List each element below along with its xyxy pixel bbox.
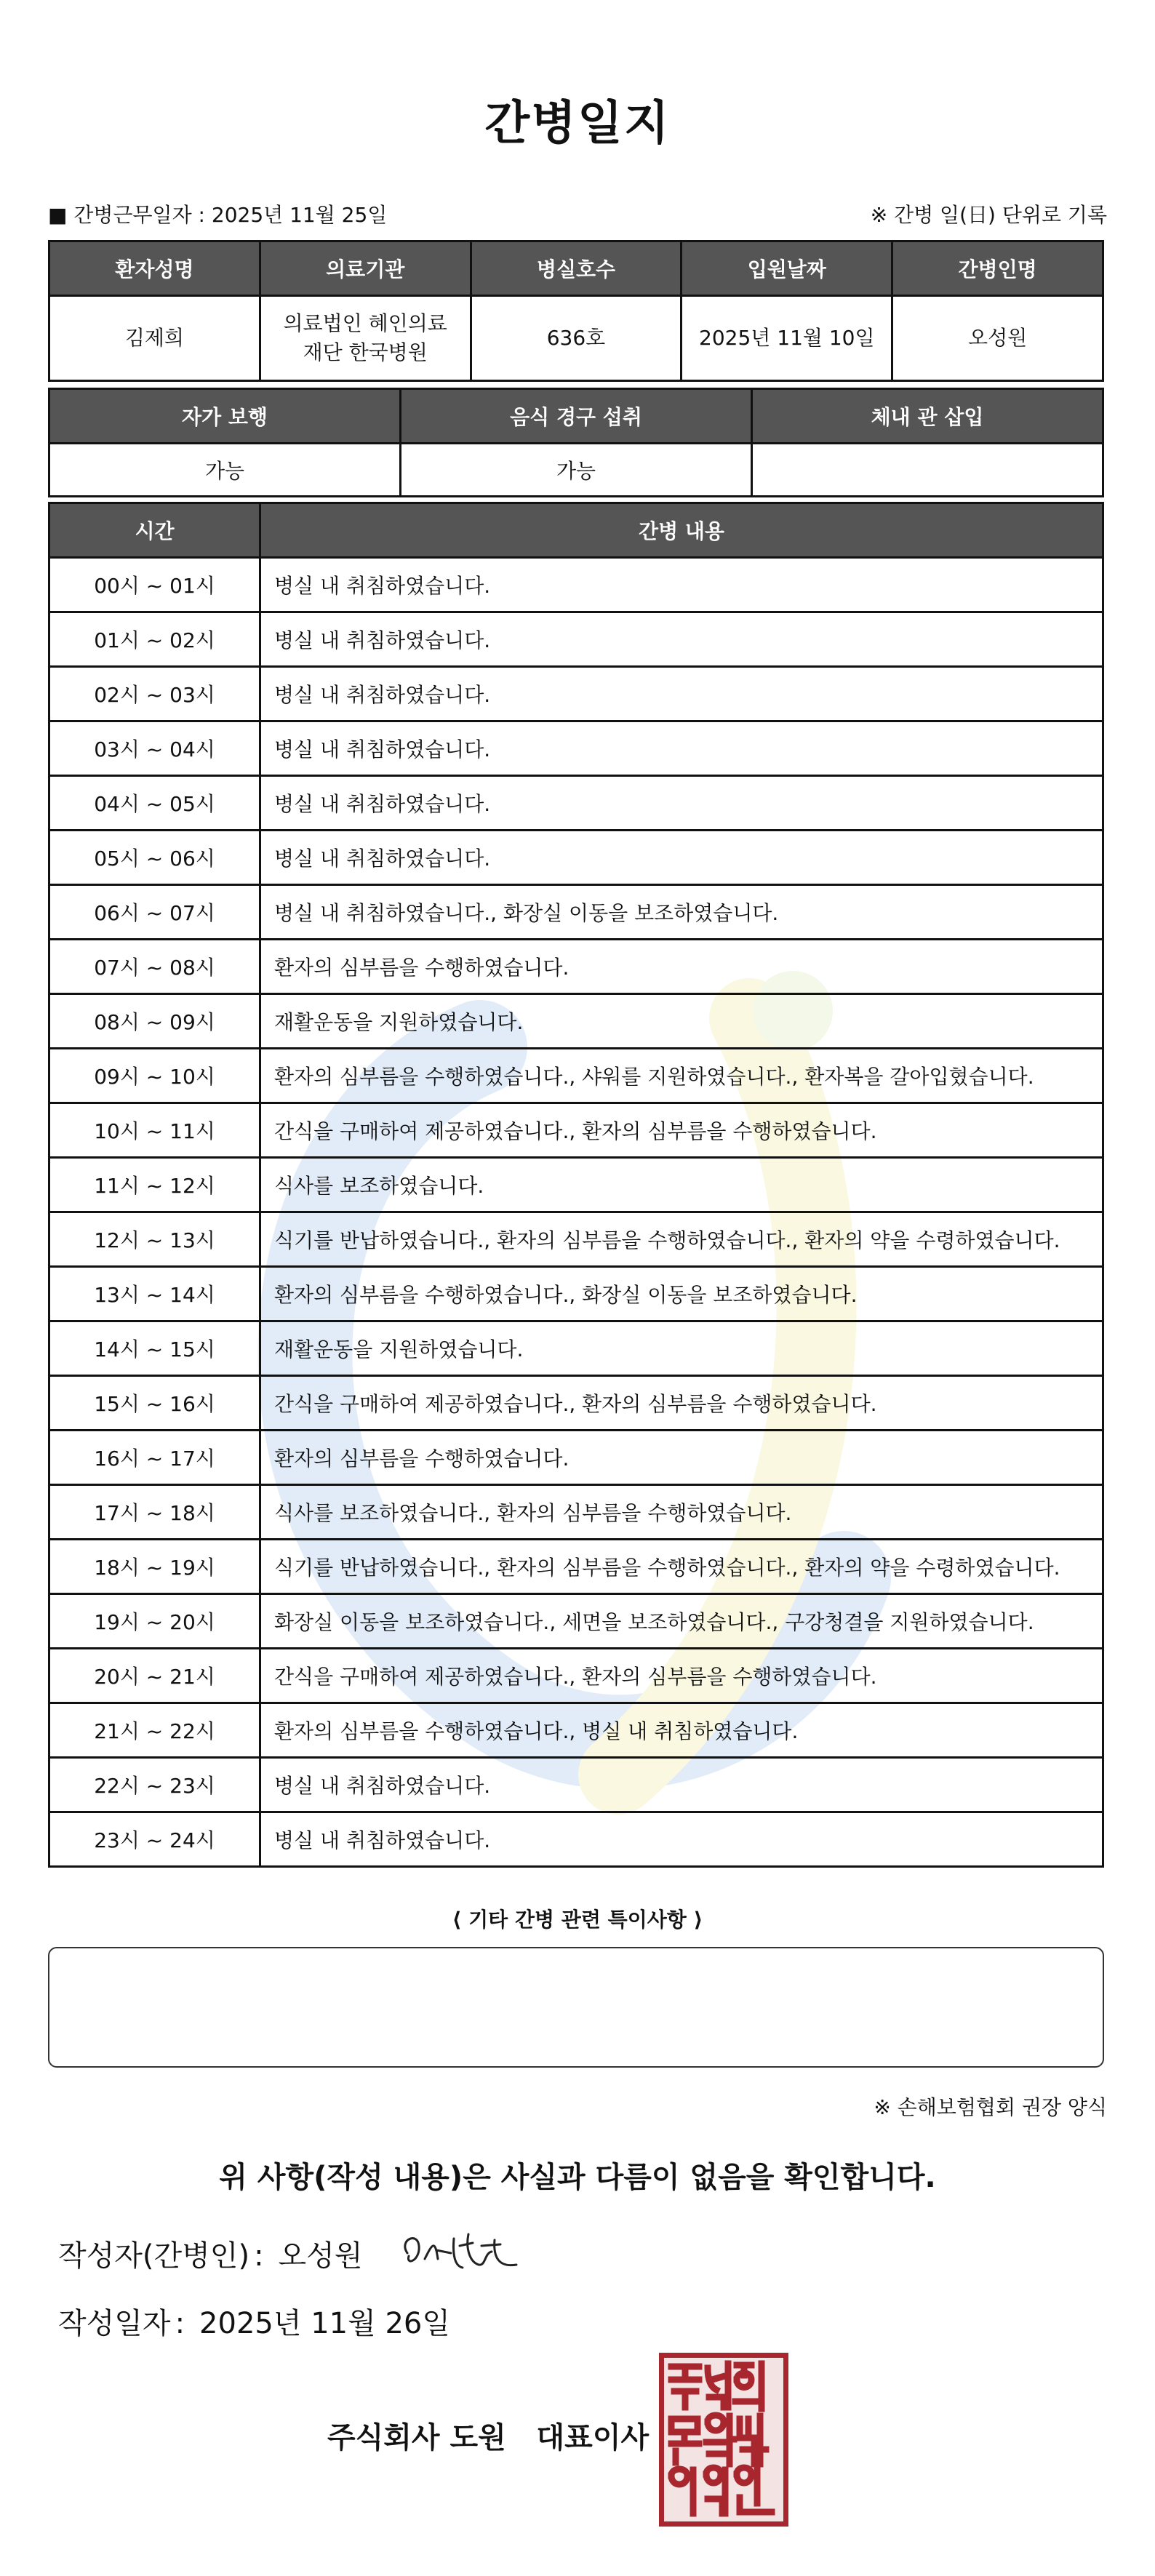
log-content: 환자의 심부름을 수행하였습니다., 화장실 이동을 보조하였습니다. (260, 1267, 1103, 1321)
log-row (49, 831, 1103, 885)
log-row (49, 612, 1103, 667)
writer-colon: : (254, 2239, 264, 2273)
log-content: 식사를 보조하였습니다. (260, 1158, 1103, 1212)
header-tube-insertion: 체내 관 삽입 (752, 389, 1103, 444)
log-content: 간식을 구매하여 제공하였습니다., 환자의 심부름을 수행하였습니다. (260, 1649, 1103, 1703)
log-content: 식사를 보조하였습니다., 환자의 심부름을 수행하였습니다. (260, 1485, 1103, 1540)
writer-name: 오성원 (278, 2239, 363, 2273)
log-time: 16시 ~ 17시 (49, 1431, 260, 1485)
log-time: 06시 ~ 07시 (49, 885, 260, 940)
log-row (49, 667, 1103, 721)
log-content: 환자의 심부름을 수행하였습니다. (260, 1431, 1103, 1485)
written-date-line (58, 2300, 450, 2342)
log-content: 병실 내 취침하였습니다. (260, 831, 1103, 885)
log-row (49, 1649, 1103, 1703)
status-value-row (49, 444, 1103, 497)
log-content: 식기를 반납하였습니다., 환자의 심부름을 수행하였습니다., 환자의 약을 수령하였습니다. (260, 1212, 1103, 1267)
log-row (49, 1540, 1103, 1594)
log-row (49, 1267, 1103, 1321)
admission-date: 2025년 11월 10일 (682, 296, 892, 381)
patient-name: 김제희 (49, 296, 260, 381)
self-walking-value: 가능 (49, 444, 401, 497)
header-oral-intake: 음식 경구 섭취 (401, 389, 752, 444)
log-row (49, 1812, 1103, 1867)
log-content: 병실 내 취침하였습니다. (260, 667, 1103, 721)
log-row (49, 1758, 1103, 1812)
log-row (49, 940, 1103, 994)
log-content: 환자의 심부름을 수행하였습니다. (260, 940, 1103, 994)
log-content: 화장실 이동을 보조하였습니다., 세면을 보조하였습니다., 구강청결을 지원하였습니다. (260, 1594, 1103, 1649)
log-time: 21시 ~ 22시 (49, 1703, 260, 1758)
log-time: 22시 ~ 23시 (49, 1758, 260, 1812)
notes-title: ⟨ 기타 간병 관련 특이사항 ⟩ (452, 1908, 703, 1932)
log-row (49, 558, 1103, 612)
hospital-name: 의료법인 혜인의료재단 한국병원 (260, 296, 471, 381)
log-time: 13시 ~ 14시 (49, 1267, 260, 1321)
writer-line (58, 2233, 362, 2274)
log-time: 23시 ~ 24시 (49, 1812, 260, 1867)
seal-glyphs (664, 2358, 783, 2521)
written-date-colon: : (175, 2307, 185, 2340)
log-time: 14시 ~ 15시 (49, 1321, 260, 1376)
log-content: 간식을 구매하여 제공하였습니다., 환자의 심부름을 수행하였습니다. (260, 1376, 1103, 1431)
log-time: 20시 ~ 21시 (49, 1649, 260, 1703)
patient-value-row (49, 296, 1103, 381)
log-time: 09시 ~ 10시 (49, 1049, 260, 1103)
log-row (49, 721, 1103, 776)
log-row (49, 1594, 1103, 1649)
company-seal (659, 2353, 788, 2527)
log-content: 간식을 구매하여 제공하였습니다., 환자의 심부름을 수행하였습니다. (260, 1103, 1103, 1158)
log-row (49, 776, 1103, 831)
log-time: 11시 ~ 12시 (49, 1158, 260, 1212)
status-header-row (49, 389, 1103, 444)
log-time: 03시 ~ 04시 (49, 721, 260, 776)
header-room: 병실호수 (471, 241, 682, 296)
header-patient-name: 환자성명 (49, 241, 260, 296)
log-content: 병실 내 취침하였습니다. (260, 1758, 1103, 1812)
patient-info-table (48, 240, 1104, 382)
company-signature: 주식회사 도원 대표이사 (327, 2421, 650, 2455)
log-content: 병실 내 취침하였습니다., 화장실 이동을 보조하였습니다. (260, 885, 1103, 940)
log-time: 04시 ~ 05시 (49, 776, 260, 831)
log-time: 17시 ~ 18시 (49, 1485, 260, 1540)
log-content: 병실 내 취침하였습니다. (260, 1812, 1103, 1867)
written-date-value: 2025년 11월 26일 (199, 2307, 450, 2340)
log-header-row (49, 503, 1103, 558)
room-number: 636호 (471, 296, 682, 381)
log-content: 환자의 심부름을 수행하였습니다., 병실 내 취침하였습니다. (260, 1703, 1103, 1758)
log-time: 01시 ~ 02시 (49, 612, 260, 667)
document-title: 간병일지 (484, 97, 671, 151)
work-date (48, 199, 387, 228)
work-date-value: 2025년 11월 25일 (211, 203, 388, 227)
header-care-content: 간병 내용 (260, 503, 1103, 558)
header-time: 시간 (49, 503, 260, 558)
log-time: 19시 ~ 20시 (49, 1594, 260, 1649)
log-content: 병실 내 취침하였습니다. (260, 612, 1103, 667)
log-row (49, 994, 1103, 1049)
header-caregiver-name: 간병인명 (892, 241, 1103, 296)
log-time: 07시 ~ 08시 (49, 940, 260, 994)
log-content: 재활운동을 지원하였습니다. (260, 1321, 1103, 1376)
log-row (49, 1703, 1103, 1758)
confirmation-statement: 위 사항(작성 내용)은 사실과 다름이 없음을 확인합니다. (219, 2161, 936, 2194)
log-row (49, 1103, 1103, 1158)
log-time: 15시 ~ 16시 (49, 1376, 260, 1431)
patient-status-table (48, 388, 1104, 497)
patient-header-row (49, 241, 1103, 296)
log-row (49, 1485, 1103, 1540)
log-time: 00시 ~ 01시 (49, 558, 260, 612)
log-content: 재활운동을 지원하였습니다. (260, 994, 1103, 1049)
written-date-label: 작성일자 (58, 2307, 171, 2340)
work-date-label: ■ 간병근무일자 : (48, 203, 205, 227)
header-self-walking: 자가 보행 (49, 389, 401, 444)
log-time: 10시 ~ 11시 (49, 1103, 260, 1158)
header-admission-date: 입원날짜 (682, 241, 892, 296)
log-time: 18시 ~ 19시 (49, 1540, 260, 1594)
log-content: 병실 내 취침하였습니다. (260, 558, 1103, 612)
log-row (49, 1158, 1103, 1212)
log-row (49, 1321, 1103, 1376)
log-time: 08시 ~ 09시 (49, 994, 260, 1049)
log-row (49, 1431, 1103, 1485)
unit-note: ※ 간병 일(日) 단위로 기록 (870, 203, 1107, 227)
log-content: 병실 내 취침하였습니다. (260, 721, 1103, 776)
log-content: 식기를 반납하였습니다., 환자의 심부름을 수행하였습니다., 환자의 약을 수령하였습니다. (260, 1540, 1103, 1594)
log-row (49, 1049, 1103, 1103)
log-row (49, 1376, 1103, 1431)
caregiver-name: 오성원 (892, 296, 1103, 381)
log-content: 병실 내 취침하였습니다. (260, 776, 1103, 831)
care-log-table (48, 502, 1104, 1868)
tube-insertion-value (752, 444, 1103, 497)
form-note: ※ 손해보험협회 권장 양식 (874, 2095, 1107, 2119)
log-row (49, 885, 1103, 940)
oral-intake-value: 가능 (401, 444, 752, 497)
writer-label: 작성자(간병인) (58, 2239, 250, 2273)
handwritten-signature (393, 2224, 524, 2282)
log-content: 환자의 심부름을 수행하였습니다., 샤워를 지원하였습니다., 환자복을 갈아입혔습니다. (260, 1049, 1103, 1103)
log-time: 02시 ~ 03시 (49, 667, 260, 721)
log-time: 05시 ~ 06시 (49, 831, 260, 885)
notes-box (48, 1947, 1104, 2068)
header-hospital: 의료기관 (260, 241, 471, 296)
log-time: 12시 ~ 13시 (49, 1212, 260, 1267)
log-row (49, 1212, 1103, 1267)
